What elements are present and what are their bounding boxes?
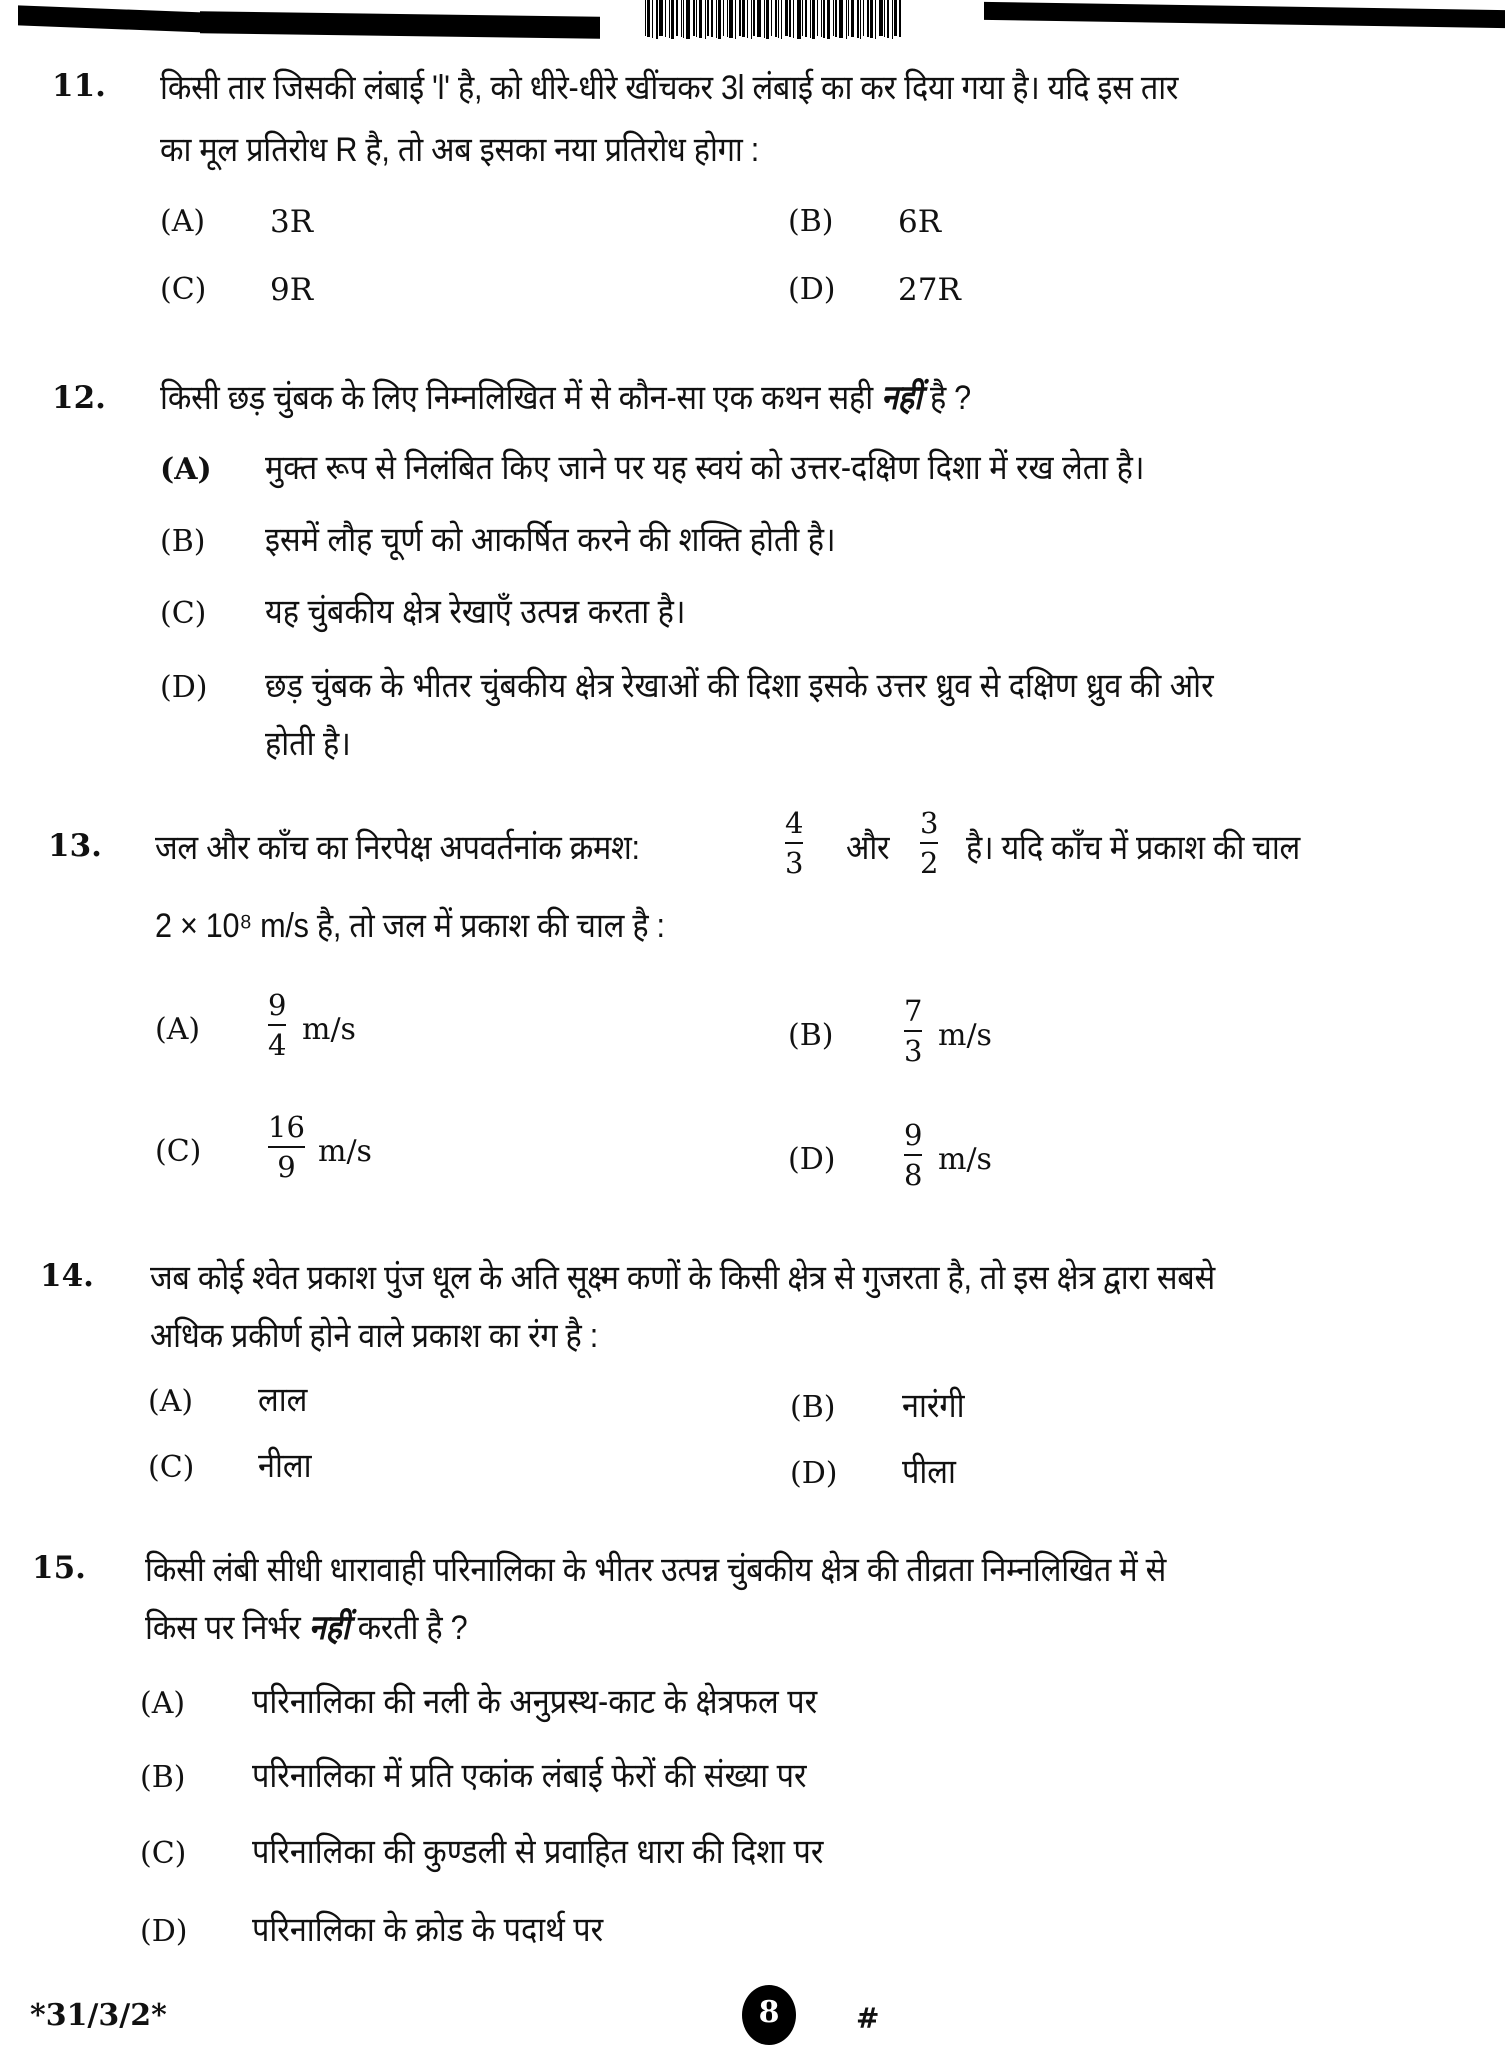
option-a-text[interactable]: लाल xyxy=(258,1381,308,1419)
numerator: 16 xyxy=(268,1110,305,1144)
option-c-value[interactable]: 9R xyxy=(270,272,314,308)
option-b-label[interactable]: (B) xyxy=(140,1760,186,1795)
header-bar-left xyxy=(18,5,208,32)
option-c-label[interactable]: (C) xyxy=(160,596,207,631)
option-b-label[interactable]: (B) xyxy=(790,1390,836,1425)
question-text-line-1: किसी तार जिसकी लंबाई 'l' है, को धीरे-धीरे खींचकर 3l लंबाई का कर दिया गया है। यदि इस तार xyxy=(160,69,1179,107)
fraction-water-index xyxy=(785,806,803,880)
emphasis-not: नहीं xyxy=(308,1609,350,1647)
barcode-icon xyxy=(645,0,937,42)
option-d-label[interactable]: (D) xyxy=(790,1456,838,1491)
option-d-text-line-1[interactable]: छड़ चुंबक के भीतर चुंबकीय क्षेत्र रेखाओं की दिशा इसके उत्तर ध्रुव से दक्षिण ध्रुव की ओर xyxy=(265,667,1214,705)
option-a-label[interactable]: (A) xyxy=(160,204,206,239)
option-b-label[interactable]: (B) xyxy=(160,524,206,559)
option-a-label[interactable]: (A) xyxy=(155,1012,201,1047)
fraction-glass-index xyxy=(920,806,938,880)
option-a-value[interactable]: 3R xyxy=(270,204,314,240)
option-c-text[interactable]: नीला xyxy=(258,1447,312,1485)
numerator: 7 xyxy=(904,994,923,1028)
option-a-label[interactable]: (A) xyxy=(160,452,212,487)
option-b-text[interactable]: इसमें लौह चूर्ण को आकर्षित करने की शक्ति होती है। xyxy=(265,521,836,559)
option-a-text[interactable]: मुक्त रूप से निलंबित किए जाने पर यह स्वयं को उत्तर-दक्षिण दिशा में रख लेता है। xyxy=(265,449,1145,487)
denominator: 9 xyxy=(277,1150,296,1184)
hash-mark: # xyxy=(856,2002,880,2035)
question-number: 14. xyxy=(40,1258,94,1294)
option-c-label[interactable]: (C) xyxy=(160,272,207,307)
question-text xyxy=(160,368,971,428)
option-a-unit[interactable]: m/s xyxy=(302,1012,356,1047)
question-text-line-2: का मूल प्रतिरोध R है, तो अब इसका नया प्रतिरोध होगा : xyxy=(160,131,760,169)
option-b-text[interactable]: नारंगी xyxy=(902,1387,965,1425)
question-text-line-2: 2 × 10⁸ m/s है, तो जल में प्रकाश की चाल है : xyxy=(155,907,665,945)
denominator: 2 xyxy=(920,846,939,880)
question-text-part: है ? xyxy=(921,379,971,417)
option-b-text[interactable]: परिनालिका में प्रति एकांक लंबाई फेरों की संख्या पर xyxy=(252,1757,807,1795)
numerator: 9 xyxy=(904,1118,923,1152)
numerator: 4 xyxy=(785,806,804,840)
fraction-bar xyxy=(904,1154,922,1156)
fraction-bar xyxy=(785,842,803,844)
numerator: 3 xyxy=(920,806,939,840)
denominator: 8 xyxy=(904,1158,923,1192)
question-text-part-1: जल और काँच का निरपेक्ष अपवर्तनांक क्रमश: xyxy=(155,829,640,867)
option-d-label[interactable]: (D) xyxy=(160,670,208,705)
option-d-fraction[interactable] xyxy=(904,1118,922,1192)
numerator: 9 xyxy=(268,988,287,1022)
question-number: 15. xyxy=(32,1550,86,1586)
paper-code: *31/3/2* xyxy=(30,1998,167,2033)
question-text-line-1: जब कोई श्वेत प्रकाश पुंज धूल के अति सूक्ष्म कणों के किसी क्षेत्र से गुजरता है, तो इस क्षेत्र द्वारा सबसे xyxy=(150,1259,1215,1297)
option-d-text-line-2[interactable]: होती है। xyxy=(265,725,351,763)
header-bar-left-segment xyxy=(200,11,600,39)
question-text-part-2: और xyxy=(846,829,890,867)
option-c-label[interactable]: (C) xyxy=(140,1836,187,1871)
fraction-bar xyxy=(268,1024,286,1026)
option-c-label[interactable]: (C) xyxy=(155,1134,202,1169)
option-d-unit[interactable]: m/s xyxy=(938,1142,992,1177)
header-bar-right xyxy=(984,2,1505,28)
question-number: 13. xyxy=(48,828,102,864)
question-number: 12. xyxy=(52,380,106,416)
denominator: 3 xyxy=(904,1034,923,1068)
option-a-text[interactable]: परिनालिका की नली के अनुप्रस्थ-काट के क्षेत्रफल पर xyxy=(252,1683,818,1721)
option-a-fraction[interactable] xyxy=(268,988,286,1062)
question-text-line-1: किसी लंबी सीधी धारावाही परिनालिका के भीतर उत्पन्न चुंबकीय क्षेत्र की तीव्रता निम्नलिखित में से xyxy=(145,1551,1167,1589)
option-b-label[interactable]: (B) xyxy=(788,204,834,239)
option-d-label[interactable]: (D) xyxy=(788,1142,836,1177)
option-d-value[interactable]: 27R xyxy=(898,272,961,308)
option-a-label[interactable]: (A) xyxy=(148,1384,194,1419)
denominator: 3 xyxy=(785,846,804,880)
option-d-text[interactable]: परिनालिका के क्रोड के पदार्थ पर xyxy=(252,1911,604,1949)
fraction-bar xyxy=(904,1030,922,1032)
fraction-bar xyxy=(920,842,938,844)
option-c-fraction[interactable] xyxy=(268,1110,305,1184)
option-c-text[interactable]: यह चुंबकीय क्षेत्र रेखाएँ उत्पन्न करता है। xyxy=(265,593,686,631)
emphasis-not: नहीं xyxy=(881,379,922,417)
question-text-part-3: है। यदि काँच में प्रकाश की चाल xyxy=(966,829,1300,867)
option-c-label[interactable]: (C) xyxy=(148,1450,195,1485)
page-number-badge: 8 xyxy=(742,1985,796,2045)
question-text-line-2 xyxy=(145,1598,467,1658)
denominator: 4 xyxy=(268,1028,287,1062)
question-text-part: किस पर निर्भर xyxy=(145,1609,309,1647)
option-d-label[interactable]: (D) xyxy=(788,272,836,307)
option-c-unit[interactable]: m/s xyxy=(318,1134,372,1169)
option-a-label[interactable]: (A) xyxy=(140,1686,186,1721)
option-c-text[interactable]: परिनालिका की कुण्डली से प्रवाहित धारा की दिशा पर xyxy=(252,1833,824,1871)
option-b-value[interactable]: 6R xyxy=(898,204,942,240)
question-number: 11. xyxy=(52,68,106,104)
question-text-part: करती है ? xyxy=(349,1609,468,1647)
option-b-label[interactable]: (B) xyxy=(788,1018,834,1053)
fraction-bar xyxy=(268,1146,305,1148)
question-text-line-2: अधिक प्रकीर्ण होने वाले प्रकाश का रंग है : xyxy=(150,1317,598,1355)
option-b-fraction[interactable] xyxy=(904,994,922,1068)
option-d-text[interactable]: पीला xyxy=(902,1453,956,1491)
option-d-label[interactable]: (D) xyxy=(140,1914,188,1949)
question-text-part: किसी छड़ चुंबक के लिए निम्नलिखित में से कौन-सा एक कथन सही xyxy=(160,379,882,417)
option-b-unit[interactable]: m/s xyxy=(938,1018,992,1053)
